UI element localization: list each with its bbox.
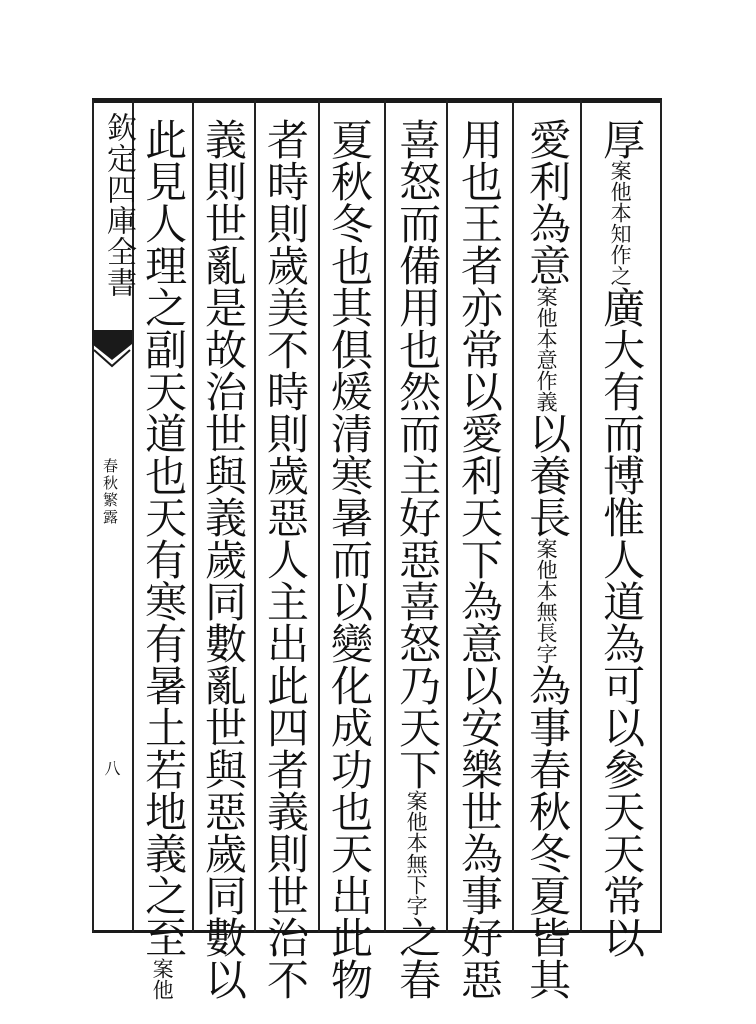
main-text: 之春 xyxy=(393,916,443,1000)
page-number: 八 xyxy=(102,760,121,776)
main-text: 喜怒而備用也然而主好惡喜怒乃天下 xyxy=(393,118,443,790)
annotation-note: 意作義 xyxy=(534,349,559,412)
annotation-note: 知作之 xyxy=(608,223,633,286)
main-text: 義則世亂是故治世與義歲同數亂世與惡歲同數以 xyxy=(199,118,248,1000)
annotation-note: 案 xyxy=(150,958,175,979)
book-title: 欽定四庫全書 xyxy=(101,112,136,298)
annotation-note: 他 xyxy=(150,979,175,1000)
text-column-1 xyxy=(597,118,647,958)
main-text: 者時則歲美不時則歲惡人主出此四者義則世治不 xyxy=(261,118,310,1000)
main-text: 為事春秋冬夏皆其 xyxy=(523,664,573,1000)
column-rule xyxy=(512,100,514,932)
main-text: 夏秋冬也其俱煖清寒暑而以變化成功也天出此物 xyxy=(325,118,374,1000)
annotation-note: 無下字 xyxy=(404,853,429,916)
text-column-2 xyxy=(523,118,573,1000)
fishtail-mark-icon xyxy=(92,330,132,370)
column-rule xyxy=(580,100,582,932)
column-rule xyxy=(254,100,256,932)
text-column-4 xyxy=(393,118,443,1000)
text-column-6 xyxy=(261,118,310,1000)
section-title: 春秋繁露 xyxy=(101,458,119,526)
annotation-note: 無長字 xyxy=(534,601,559,664)
main-text: 愛利為意 xyxy=(523,118,573,286)
main-text: 用也王者亦常以愛利天下為意以安樂世為事好惡 xyxy=(455,118,504,1000)
column-rule xyxy=(318,100,320,932)
annotation-note: 案他本 xyxy=(608,160,633,223)
main-text: 以養長 xyxy=(523,412,573,538)
text-column-3 xyxy=(455,118,504,1000)
text-column-7 xyxy=(199,118,248,1000)
text-column-5 xyxy=(325,118,374,1000)
text-column-8 xyxy=(139,118,189,1000)
frame-top-border xyxy=(92,98,662,103)
main-text: 此見人理之副天道也天有寒有暑土若地義之至 xyxy=(139,118,189,958)
column-rule xyxy=(384,100,386,932)
column-rule xyxy=(446,100,448,932)
column-rule xyxy=(92,100,94,932)
annotation-note: 案他本 xyxy=(404,790,429,853)
annotation-note: 案他本 xyxy=(534,538,559,601)
column-rule xyxy=(660,100,662,932)
main-text: 廣大有而博惟人道為可以參天天常以 xyxy=(597,286,647,958)
annotation-note: 案他本 xyxy=(534,286,559,349)
column-rule xyxy=(192,100,194,932)
main-text: 厚 xyxy=(597,118,647,160)
